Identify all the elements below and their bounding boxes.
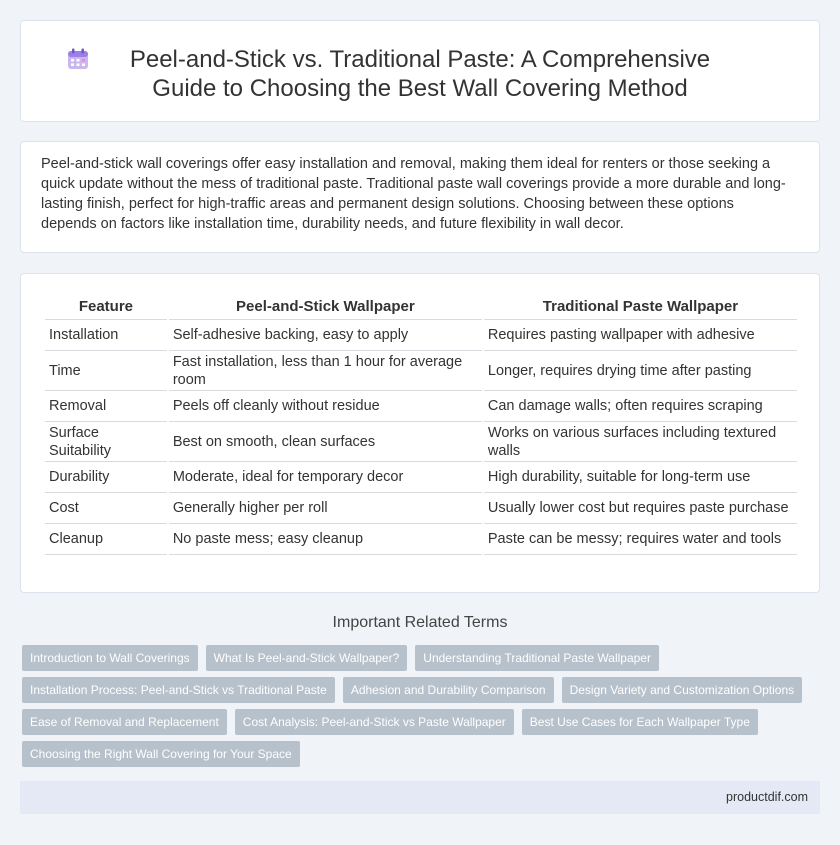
related-term-link[interactable]: Best Use Cases for Each Wallpaper Type [522, 709, 758, 735]
traditional-cell: Longer, requires drying time after pasting [484, 351, 797, 391]
peel-stick-cell: Fast installation, less than 1 hour for average room [169, 351, 482, 391]
header-card [20, 20, 820, 122]
peel-stick-cell: Best on smooth, clean surfaces [169, 422, 482, 462]
table-row [45, 351, 797, 391]
table-row [45, 422, 797, 462]
related-term-link[interactable]: Design Variety and Customization Options [562, 677, 803, 703]
peel-stick-cell: Self-adhesive backing, easy to apply [169, 320, 482, 351]
peel-stick-cell: No paste mess; easy cleanup [169, 524, 482, 555]
peel-stick-cell: Peels off cleanly without residue [169, 391, 482, 422]
feature-cell: Cost [45, 493, 167, 524]
traditional-cell: Usually lower cost but requires paste purchase [484, 493, 797, 524]
related-term-link[interactable]: Cost Analysis: Peel-and-Stick vs Paste Wallpaper [235, 709, 514, 735]
feature-cell: Durability [45, 462, 167, 493]
related-term-link[interactable]: Ease of Removal and Replacement [22, 709, 227, 735]
feature-cell: Surface Suitability [45, 422, 167, 462]
related-terms-list [22, 645, 822, 773]
related-term-link[interactable]: Choosing the Right Wall Covering for Your Space [22, 741, 300, 767]
footer [20, 781, 820, 814]
comparison-table [43, 296, 799, 555]
comparison-card [20, 273, 820, 593]
traditional-cell: Requires pasting wallpaper with adhesive [484, 320, 797, 351]
intro-paragraph: Peel-and-stick wall coverings offer easy installation and removal, making them ideal for renters or those seeking a quick update without the mess of traditional paste. Traditional paste wall coverings provide a more durable and long-lasting finish, perfect for high-traffic areas and permanent design solutions. Choosing between these options depends on factors like installation time, durability needs, and future flexibility in wall decor. [41, 156, 786, 232]
traditional-cell: High durability, suitable for long-term use [484, 462, 797, 493]
peel-stick-cell: Generally higher per roll [169, 493, 482, 524]
table-row [45, 462, 797, 493]
feature-cell: Installation [45, 320, 167, 351]
header-traditional-paste: Traditional Paste Wallpaper [484, 296, 797, 320]
intro-card [20, 141, 820, 253]
header-feature: Feature [45, 296, 167, 320]
table-row [45, 493, 797, 524]
traditional-cell: Works on various surfaces including textured walls [484, 422, 797, 462]
table-header-row [45, 296, 797, 320]
feature-cell: Removal [45, 391, 167, 422]
related-term-link[interactable]: Understanding Traditional Paste Wallpaper [415, 645, 659, 671]
feature-cell: Cleanup [45, 524, 167, 555]
related-terms-heading: Important Related Terms [332, 614, 508, 631]
table-row [45, 524, 797, 555]
table-row [45, 320, 797, 351]
related-term-link[interactable]: Installation Process: Peel-and-Stick vs Traditional Paste [22, 677, 335, 703]
traditional-cell: Can damage walls; often requires scraping [484, 391, 797, 422]
footer-site-link[interactable]: productdif.com [726, 790, 808, 804]
related-term-link[interactable]: Introduction to Wall Coverings [22, 645, 198, 671]
page-title: Peel-and-Stick vs. Traditional Paste: A Comprehensive Guide to Choosing the Best Wall Covering Method [129, 46, 711, 102]
related-term-link[interactable]: Adhesion and Durability Comparison [343, 677, 554, 703]
peel-stick-cell: Moderate, ideal for temporary decor [169, 462, 482, 493]
table-row [45, 391, 797, 422]
header-peel-and-stick: Peel-and-Stick Wallpaper [169, 296, 482, 320]
traditional-cell: Paste can be messy; requires water and tools [484, 524, 797, 555]
feature-cell: Time [45, 351, 167, 391]
related-term-link[interactable]: What Is Peel-and-Stick Wallpaper? [206, 645, 408, 671]
